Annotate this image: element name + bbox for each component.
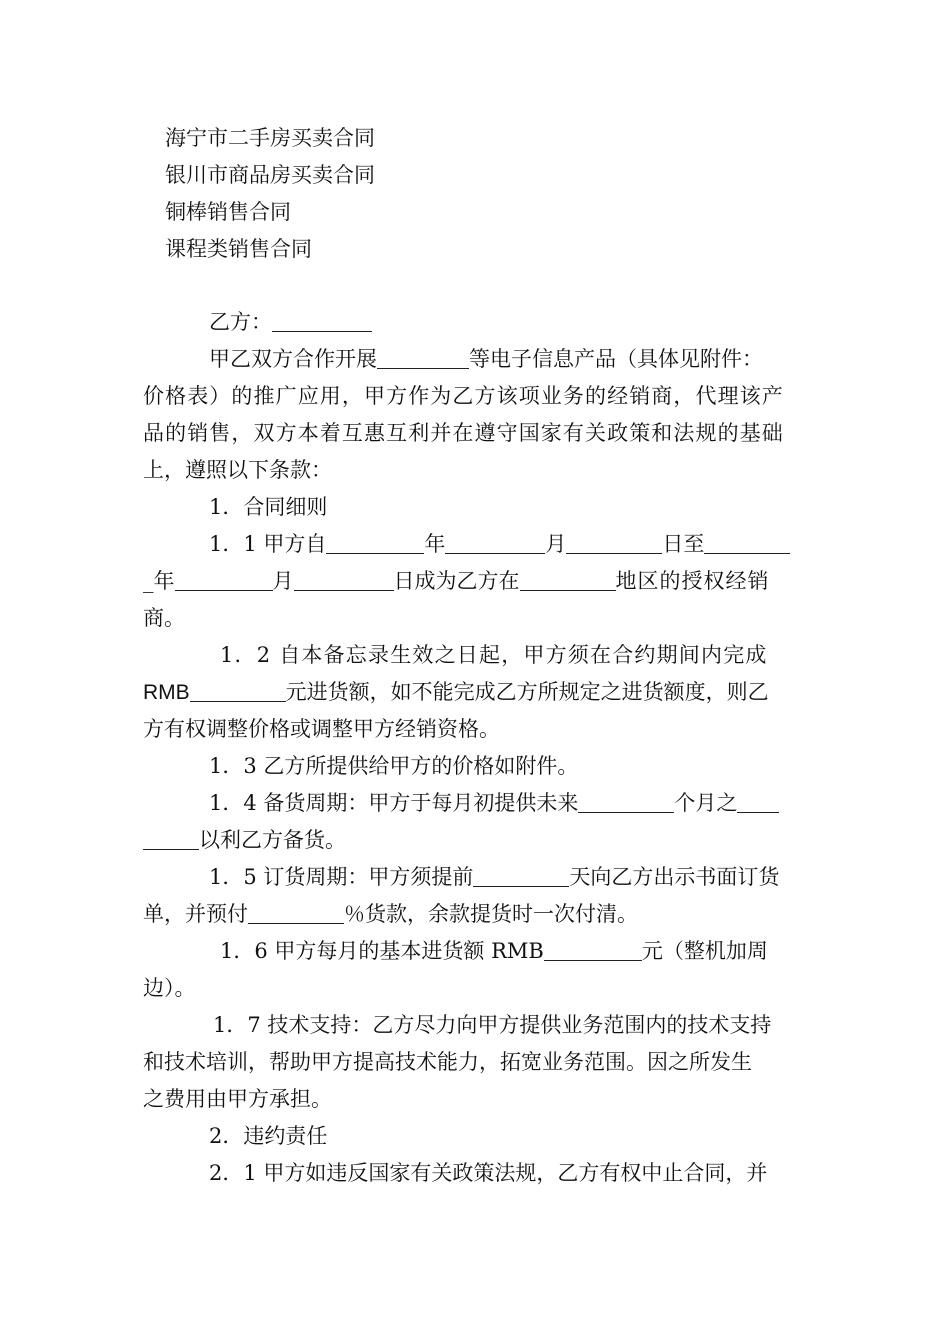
blank (544, 938, 642, 961)
blank (326, 531, 424, 554)
section-1-heading: 1．合同细则 (209, 495, 328, 519)
blank (737, 790, 779, 813)
clause-1-4-line-2 (143, 822, 950, 859)
section-2-heading: 2．违约责任 (209, 1124, 328, 1148)
clause-1-6-line-2: 边）。 (143, 976, 196, 1000)
party-b-label: 乙方： (209, 310, 272, 334)
clause-1-1-line-1 (209, 526, 950, 563)
blank (566, 531, 662, 554)
clause-1-2-line-3: 方有权调整价格或调整甲方经销资格。 (143, 717, 500, 741)
related-link-3[interactable]: 铜棒销售合同 (165, 200, 291, 224)
text: 月 (545, 532, 567, 556)
clause-1-7-line-2: 和技术培训，帮助甲方提高技术能力，拓宽业务范围。因之所发生 (143, 1050, 752, 1074)
clause-1-6-line-1 (220, 933, 950, 970)
related-link-2[interactable]: 银川市商品房买卖合同 (165, 163, 375, 187)
party-b-line (209, 304, 950, 341)
intro-line-1 (209, 341, 950, 378)
intro-line-2: 价格表）的推广应用，甲方作为乙方该项业务的经销商，代理该产 (143, 384, 784, 408)
text: 元（整机加周 (641, 939, 768, 963)
clause-1-1-line-3: 商。 (143, 606, 185, 630)
text: 1．4 备货周期：甲方于每月初提供未来 (209, 791, 579, 815)
clause-1-2-line-1: 1．2 自本备忘录生效之日起，甲方须在合约期间内完成 (220, 643, 768, 667)
clause-1-3: 1．3 乙方所提供给甲方的价格如附件。 (209, 754, 579, 778)
intro-line-4: 上，遵照以下条款： (143, 458, 332, 482)
clause-1-2-line-2 (143, 674, 950, 711)
blank (143, 827, 199, 850)
blank (294, 568, 394, 591)
blank (377, 346, 469, 369)
clause-1-7-line-1: 1．7 技术支持：乙方尽力向甲方提供业务范围内的技术支持 (213, 1013, 772, 1037)
text: 1．5 订货周期：甲方须提前 (209, 865, 474, 889)
clause-1-5-line-2 (143, 896, 950, 933)
text: 地区的授权经销 (615, 569, 770, 593)
text: 日至 (662, 532, 705, 556)
text: _年 (143, 569, 175, 593)
text: ％货款，余款提货时一次付清。 (344, 902, 638, 926)
text: 1．6 甲方每月的基本进货额 RMB (220, 939, 544, 963)
blank (473, 864, 569, 887)
text: 年 (424, 532, 446, 556)
related-link-1[interactable]: 海宁市二手房买卖合同 (165, 126, 375, 150)
text: 天向乙方出示书面订货 (569, 865, 780, 889)
text: 甲乙双方合作开展 (209, 347, 377, 371)
blank (248, 901, 344, 924)
blank (190, 679, 286, 702)
text: 单，并预付 (143, 902, 248, 926)
text: 元进货额，如不能完成乙方所规定之进货额度，则乙 (285, 680, 769, 704)
clause-1-7-line-3: 之费用由甲方承担。 (143, 1087, 332, 1111)
related-links (165, 120, 375, 268)
text: RMB (143, 681, 190, 704)
text: 1．1 甲方自 (209, 532, 327, 556)
text: 等电子信息产品（具体见附件： (469, 347, 763, 371)
intro-line-3: 品的销售，双方本着互惠互利并在遵守国家有关政策和法规的基础 (143, 421, 784, 445)
clause-1-4-line-1 (209, 785, 950, 822)
text: 以利乙方备货。 (199, 828, 346, 852)
blank (704, 531, 790, 554)
text: 月 (272, 569, 294, 593)
clause-1-5-line-1 (209, 859, 950, 896)
blank (578, 790, 674, 813)
blank (520, 568, 616, 591)
blank (175, 568, 273, 591)
blank (272, 309, 372, 332)
blank (445, 531, 545, 554)
clause-2-1-line-1: 2．1 甲方如违反国家有关政策法规，乙方有权中止合同，并 (209, 1161, 768, 1185)
related-link-4[interactable]: 课程类销售合同 (165, 237, 312, 261)
clause-1-1-line-2 (143, 563, 950, 600)
text: 日成为乙方在 (393, 569, 520, 593)
text: 个月之 (674, 791, 738, 815)
